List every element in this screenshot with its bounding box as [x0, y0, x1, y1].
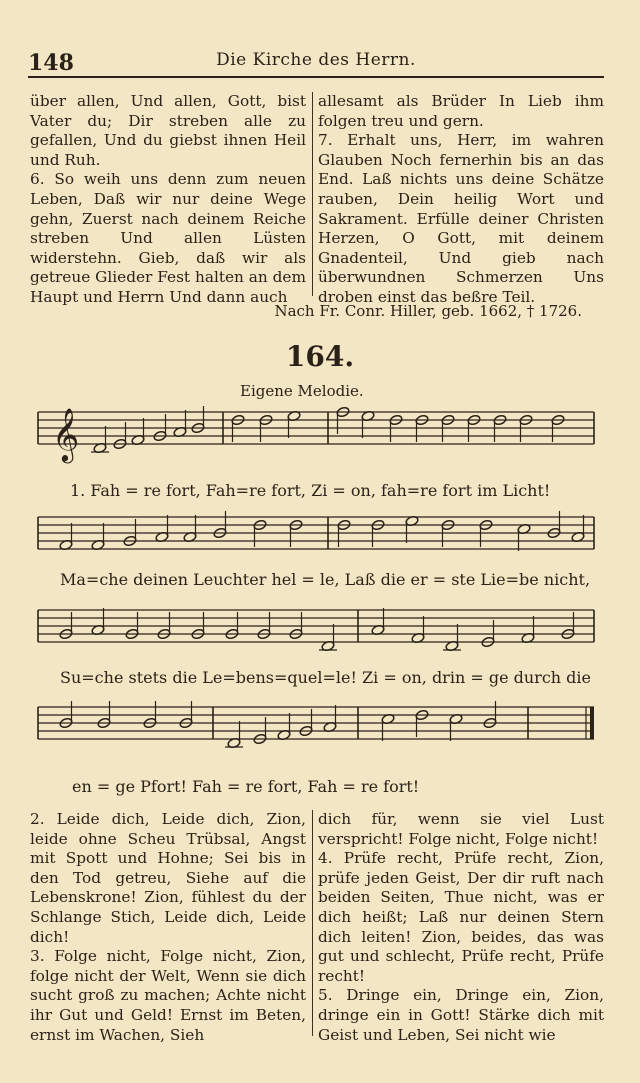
stanza-6-end: allesamt als Brüder In Lieb ihm folgen treu und gern. [318, 92, 604, 130]
lyric-line-4: en = ge Pfort! Fah = re fort, Fah = re fort! [72, 777, 420, 796]
stanza-6: 6. So weih uns denn zum neuen Leben, Daß wir nur deine Wege gehn, Zuerst nach deinem Reiche streben Und allen Lüsten widerstehn. Gieb, daß wir als getreue Glieder Fest halten an dem Haupt und Herrn Und dann auch [30, 170, 306, 306]
lyric-line-2: Ma=che deinen Leuchter hel = le, Laß die er = ste Lie=be nicht, [60, 570, 591, 589]
music-staff-4 [38, 695, 598, 767]
column-divider-top [312, 92, 313, 296]
treble-clef-icon: 𝄞 [52, 407, 80, 461]
stanza-2: 2. Leide dich, Leide dich, Zion, leide ohne Scheu Trübsal, Angst mit Spott und Hohne; Sei bis in den Tod getreu, Siehe auf die Lebenskrone! Zion, fühlest du der Schlange Stich, Leide dich, Leide dich! [30, 810, 306, 946]
bottom-right-column [318, 810, 604, 1045]
stanza-3-end: dich für, wenn sie viel Lust verspricht! Folge nicht, Folge nicht! [318, 810, 604, 848]
music-staff-3 [38, 598, 598, 670]
column-divider-bottom [312, 810, 313, 1036]
music-staff-1 [38, 400, 598, 472]
author-attribution: Nach Fr. Conr. Hiller, geb. 1662, † 1726. [274, 302, 582, 320]
page-number: 148 [28, 50, 74, 76]
top-right-column [318, 92, 604, 308]
lyric-line-1: 1. Fah = re fort, Fah=re fort, Zi = on, fah=re fort im Licht! [70, 481, 551, 500]
hymn-number: 164. [285, 340, 355, 373]
stanza-7: 7. Erhalt uns, Herr, im wahren Glauben Noch fernerhin bis an das End. Laß nichts uns deine Schätze rauben, Dein heilig Wort und Sakrament. Erfülle deiner Christen Herzen, O Gott, mit deinem Gnadenteil, Und gieb nach überwundnen Schmerzen Uns droben einst das beßre Teil. [318, 131, 604, 306]
header-rule [28, 76, 604, 78]
page-header [28, 44, 604, 74]
bottom-left-column [30, 810, 306, 1045]
top-left-column [30, 92, 306, 308]
lyric-line-3: Su=che stets die Le=bens=quel=le! Zi = on, drin = ge durch die [60, 668, 591, 687]
music-staff-2 [38, 505, 598, 577]
stanza-5: 5. Dringe ein, Dringe ein, Zion, dringe ein in Gott! Stärke dich mit Geist und Leben, Sei nicht wie [318, 986, 604, 1044]
stanza-5-end: über allen, Und allen, Gott, bist Vater du; Dir streben alle zu gefallen, Und du giebst ihnen Heil und Ruh. [30, 92, 306, 169]
melody-label: Eigene Melodie. [240, 382, 364, 400]
stanza-4: 4. Prüfe recht, Prüfe recht, Zion, prüfe jeden Geist, Der dir ruft nach beiden Seiten, Thue nicht, was er dich heißt; Laß nur deinen Stern dich leiten! Zion, beides, das was gut und schlecht, Prüfe recht, Prüfe recht! [318, 849, 604, 985]
running-title: Die Kirche des Herrn. [216, 50, 416, 70]
stanza-3: 3. Folge nicht, Folge nicht, Zion, folge nicht der Welt, Wenn sie dich sucht groß zu machen; Achte nicht ihr Gut und Geld! Ernst im Beten, ernst im Wachen, Sieh [30, 947, 306, 1044]
